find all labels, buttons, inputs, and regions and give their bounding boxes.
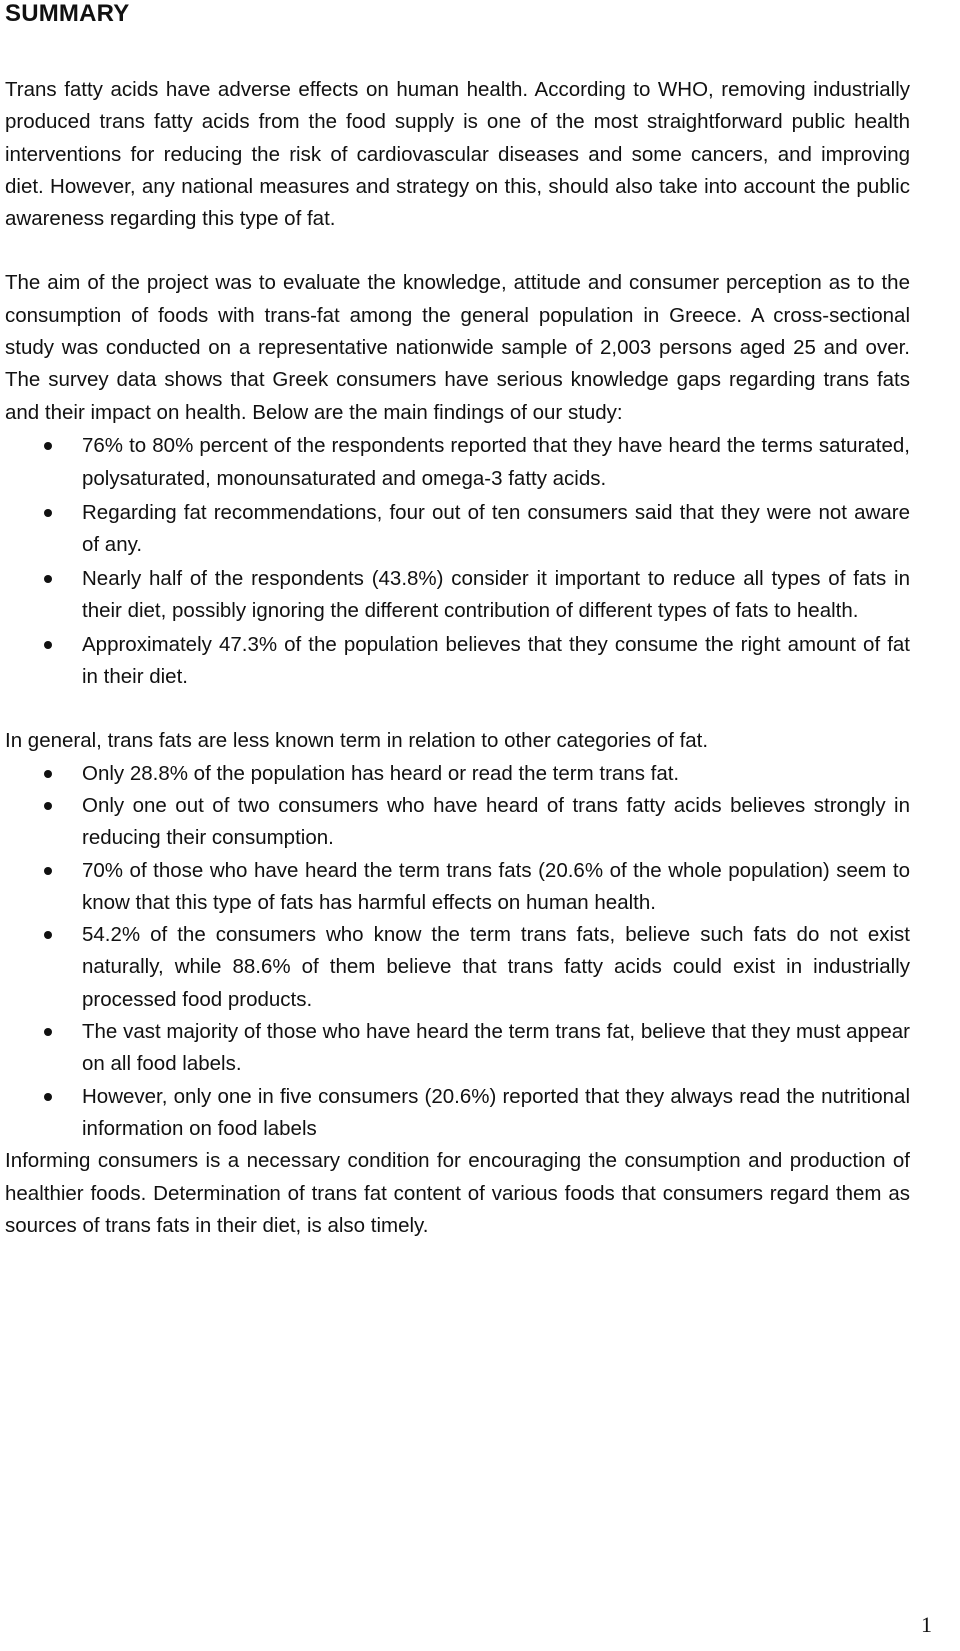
bullet-icon bbox=[44, 509, 52, 517]
page-number: 1 bbox=[921, 1612, 932, 1637]
page-title: SUMMARY bbox=[5, 0, 130, 27]
bullet-icon bbox=[44, 802, 52, 810]
bullet-icon bbox=[44, 931, 52, 939]
list-item-text: 70% of those who have heard the term trans fats (20.6% of the whole population) seem to know that this type of fats has harmful effects on human health. bbox=[82, 858, 910, 914]
list-item-text: 76% to 80% percent of the respondents reported that they have heard the terms saturated, polysaturated, monounsaturated and omega-3 fatty acids. bbox=[82, 434, 910, 490]
bullet-icon bbox=[44, 770, 52, 778]
document-page bbox=[5, 0, 910, 1242]
list-item bbox=[5, 1081, 910, 1146]
list-item bbox=[5, 790, 910, 855]
list-item-text: The vast majority of those who have heard the term trans fat, believe that they must appear on all food labels. bbox=[82, 1020, 910, 1076]
list-item bbox=[5, 563, 910, 628]
list-item-text: 54.2% of the consumers who know the term trans fats, believe such fats do not exist naturally, while 88.6% of them believe that trans fatty acids could exist in industrially processed food products. bbox=[82, 923, 910, 1011]
list-item-text: Only one out of two consumers who have heard of trans fatty acids believes strongly in reducing their consumption. bbox=[82, 793, 910, 850]
list-item bbox=[5, 497, 910, 562]
list-item-text: Nearly half of the respondents (43.8%) consider it important to reduce all types of fats in their diet, possibly ignoring the different contribution of different types of fats to health. bbox=[82, 566, 910, 622]
bullet-icon bbox=[44, 641, 52, 649]
list-item-text: Regarding fat recommendations, four out of ten consumers said that they were not aware of any. bbox=[82, 500, 910, 556]
list-item bbox=[5, 629, 910, 694]
conclusion-paragraph: Informing consumers is a necessary condition for encouraging the consumption and production of healthier foods. Determination of trans fat content of various foods that consumers regard them as sources of trans fats in their diet, is also timely. bbox=[5, 1149, 910, 1237]
list-item-text: Approximately 47.3% of the population believes that they consume the right amount of fat in their diet. bbox=[82, 632, 910, 689]
bullet-icon bbox=[44, 442, 52, 450]
list-item-text: Only 28.8% of the population has heard or read the term trans fat. bbox=[82, 761, 680, 785]
list-item bbox=[5, 1016, 910, 1081]
list-item bbox=[5, 758, 910, 790]
bullet-icon bbox=[44, 867, 52, 875]
general-paragraph: In general, trans fats are less known term in relation to other categories of fat. bbox=[5, 729, 709, 753]
intro-paragraph: Trans fatty acids have adverse effects on human health. According to WHO, removing industrially produced trans fatty acids from the food supply is one of the most straightforward public health interventions for reducing the risk of cardiovascular diseases and some cancers, and improving diet. However, any national measures and strategy on this, should also take into account the public awareness regarding this type of fat. bbox=[5, 78, 910, 231]
list-item bbox=[5, 855, 910, 920]
bullet-icon bbox=[44, 1028, 52, 1036]
findings-list-2 bbox=[5, 758, 910, 1146]
list-item bbox=[5, 919, 910, 1016]
aim-paragraph: The aim of the project was to evaluate the knowledge, attitude and consumer perception as to the consumption of foods with trans-fat among the general population in Greece. A cross-sectional study was conducted on a representative nationwide sample of 2,003 persons aged 25 and over. The survey data shows that Greek consumers have serious knowledge gaps regarding trans fats and their impact on health. Below are the main findings of our study: bbox=[5, 271, 910, 424]
bullet-icon bbox=[44, 575, 52, 583]
bullet-icon bbox=[44, 1093, 52, 1101]
list-item bbox=[5, 430, 910, 495]
findings-list-1 bbox=[5, 430, 910, 693]
list-item-text: However, only one in five consumers (20.6%) reported that they always read the nutritional information on food labels bbox=[82, 1084, 910, 1140]
